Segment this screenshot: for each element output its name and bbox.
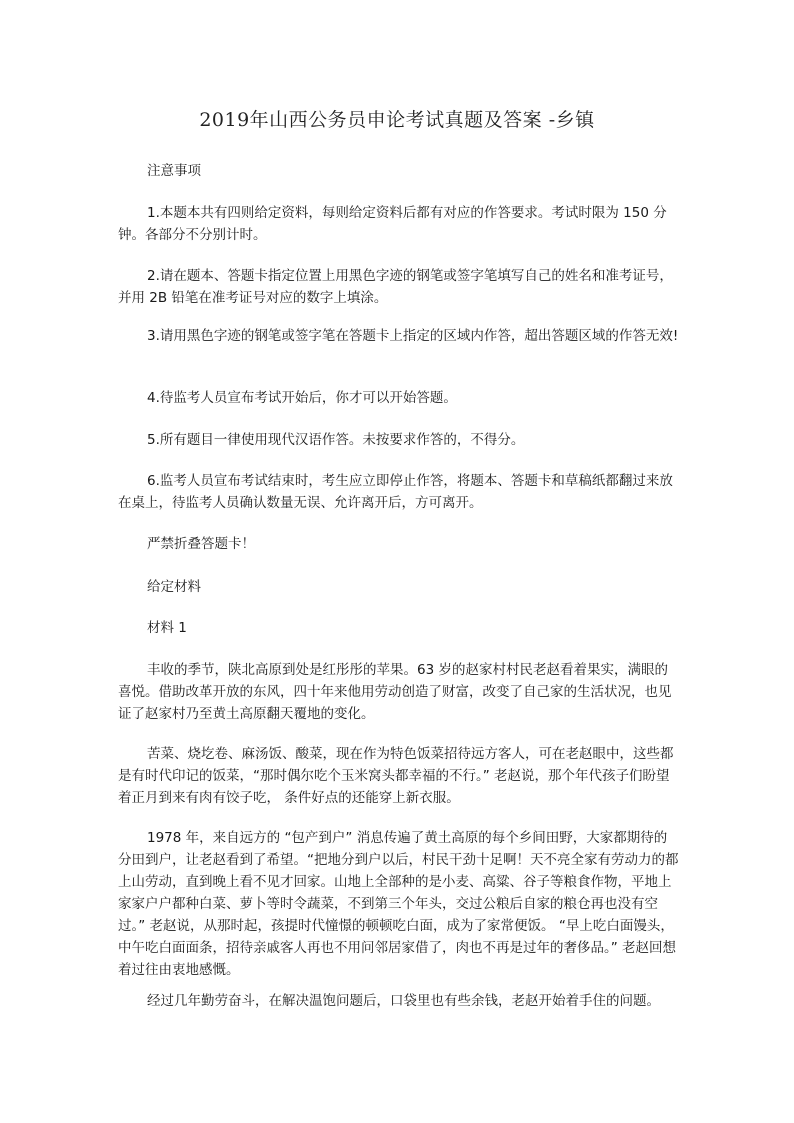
given-material-heading: 给定材料	[147, 579, 201, 595]
notice-heading: 注意事项	[147, 163, 201, 179]
warning-text: 严禁折叠答题卡！	[147, 536, 255, 552]
material-1-paragraph-4: 经过几年勤劳奋斗，在解决温饱问题后，口袋里也有些余钱，老赵开始着手住的问题。	[147, 993, 660, 1009]
notice-item-3: 3.请用黑色字迹的钢笔或签字笔在答题卡上指定的区域内作答，超出答题区域的作答无效!	[147, 328, 679, 344]
material-1-paragraph-1: 丰收的季节，陕北高原到处是红彤彤的苹果。63 岁的赵家村村民老赵看着果实，满眼的喜悦。借助改革开放的东风，四十年来他用劳动创造了财富，改变了自己家的生活状况，也见证了赵家村乃至黄土高原翻天覆地的变化。	[118, 662, 672, 722]
notice-item-1: 1.本题本共有四则给定资料，每则给定资料后都有对应的作答要求。考试时限为 150 分钟。各部分不分别计时。	[118, 205, 667, 243]
notice-item-2: 2.请在题本、答题卡指定位置上用黑色字迹的钢笔或签字笔填写自己的姓名和准考证号，并用 2B 铅笔在准考证号对应的数字上填涂。	[118, 268, 673, 306]
notice-item-6: 6.监考人员宣布考试结束时，考生应立即停止作答，将题本、答题卡和草稿纸都翻过来放在桌上，待监考人员确认数量无误、允许离开后，方可离开。	[118, 473, 673, 511]
notice-item-5: 5.所有题目一律使用现代汉语作答。未按要求作答的，不得分。	[147, 432, 525, 448]
material-1-paragraph-2: 苦菜、烧圪卷、麻汤饭、酸菜，现在作为特色饭菜招待远方客人，可在老赵眼中，这些都是有时代印记的饭菜，“那时偶尔吃个玉米窝头都幸福的不行。” 老赵说，那个年代孩子们盼望着正月到来有肉有饺子吃， 条件好点的还能穿上新衣服。	[118, 746, 674, 806]
notice-item-4: 4.待监考人员宣布考试开始后，你才可以开始答题。	[147, 390, 457, 406]
document-title: 2019年山西公务员申论考试真题及答案 -乡镇	[199, 109, 595, 131]
material-1-paragraph-3: 1978 年，来自远方的 “包产到户” 消息传遍了黄土高原的每个乡间田野，大家都期待的分田到户，让老赵看到了希望。“把地分到户以后，村民干劲十足啊！天不亮全家有劳动力的都上山劳动，直到晚上看不见才回家。山地上全部种的是小麦、高粱、谷子等粮食作物，平地上家家户户都种白菜、萝卜等时令蔬菜，不到第三个年头，交过公粮后自家的粮仓再也没有空过。” 老赵说，从那时起，孩提时代憧憬的顿顿吃白面，成为了家常便饭。 “早上吃白面馒头，中午吃白面面条，招待亲戚客人再也不用问邻居家借了，肉也不再是过年的奢侈品。” 老赵回想着过往由衷地感慨。	[118, 830, 679, 978]
material-1-heading: 材料 1	[147, 620, 187, 636]
